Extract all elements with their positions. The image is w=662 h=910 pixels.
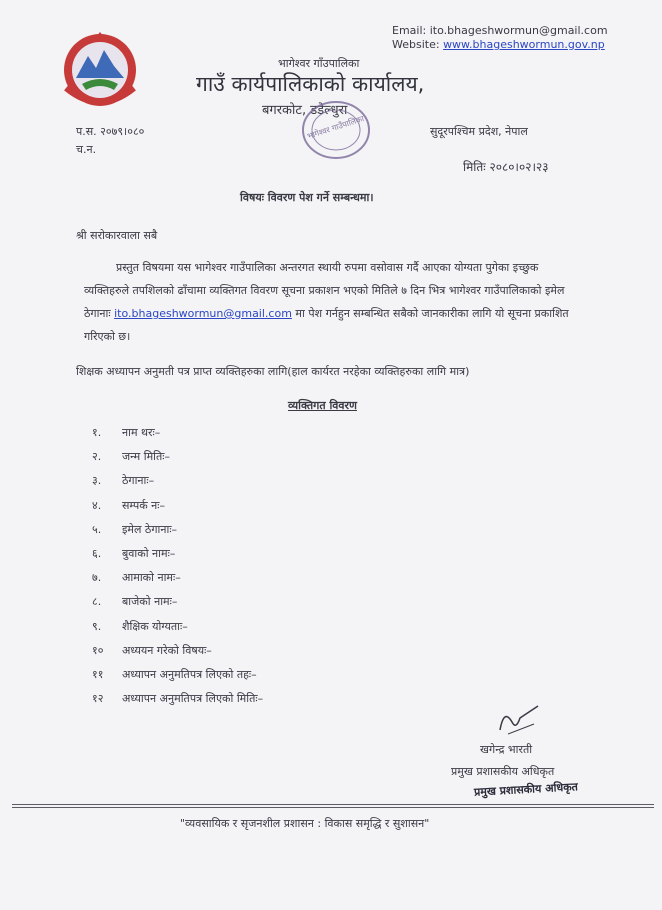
eligibility-note: शिक्षक अध्यापन अनुमती पत्र प्राप्त व्यक्तिहरुका लागि(हाल कार्यरत नरहेका व्यक्तिहरुका लागि मात्र): [76, 365, 470, 378]
field-number: ८.: [92, 595, 102, 609]
field-item: [92, 498, 263, 522]
field-item: [92, 522, 263, 546]
field-label: ठेगानाः–: [122, 474, 155, 488]
field-label: बुवाको नामः–: [122, 546, 176, 560]
field-item: [92, 449, 263, 473]
footer-divider-top: [12, 804, 654, 805]
stamp-text: भागेश्वर गाउँपालिका: [306, 114, 366, 141]
office-title: गाउँ कार्यपालिकाको कार्यालय,: [196, 72, 425, 96]
field-label: आमाको नामः–: [122, 571, 181, 585]
ref-number: प.स. २०७९।०८०: [76, 125, 145, 138]
field-number: ११: [92, 667, 104, 681]
field-number: १.: [92, 426, 102, 439]
field-item: [92, 425, 263, 449]
footer-divider-bottom: [12, 807, 654, 808]
field-item: [92, 546, 263, 570]
designation-seal: प्रमुख प्रशासकीय अधिकृत: [473, 780, 579, 799]
signatory-name: खगेन्द्र भारती: [480, 743, 533, 756]
field-item: [92, 594, 263, 618]
personal-details-list: [92, 425, 263, 715]
field-number: ७.: [92, 571, 102, 585]
office-place: बगरकोट, डडेल्धुरा: [262, 103, 348, 118]
subject-line: विषयः विवरण पेश गर्ने सम्बन्धमा।: [240, 191, 374, 204]
email-label: Email:: [392, 24, 427, 37]
field-number: ४.: [92, 498, 102, 512]
field-label: अध्यापन अनुमतिपत्र लिएको मितिः–: [122, 692, 264, 706]
header-email: ito.bhageshwormun@gmail.com: [429, 24, 608, 37]
signature-mark: [494, 700, 544, 740]
field-number: १०: [92, 643, 104, 657]
website-label: Website:: [392, 38, 440, 51]
field-item: [92, 570, 263, 594]
body-paragraph: [84, 256, 574, 348]
body-text-part2: मा पेश गर्नहुन सम्बन्धित सबैको जानकारीका लागि यो सूचना प्रकाशित गरिएको छ।: [84, 307, 569, 343]
field-number: ९.: [92, 619, 102, 633]
body-email-link[interactable]: ito.bhageshwormun@gmail.com: [114, 307, 292, 320]
footer-motto: "व्यवसायिक र सृजनशील प्रशासन : विकास समृद्धि र सुशासन": [180, 817, 430, 830]
website-line: [392, 38, 605, 51]
field-item: [92, 619, 263, 643]
field-number: ५.: [92, 522, 102, 536]
field-label: अध्यापन अनुमतिपत्र लिएको तहः–: [122, 667, 257, 681]
field-item: [92, 691, 263, 715]
province-name: सुदूरपश्चिम प्रदेश, नेपाल: [430, 125, 528, 138]
field-label: इमेल ठेगानाः–: [122, 522, 178, 536]
website-link[interactable]: www.bhageshwormun.gov.np: [443, 38, 605, 51]
office-stamp: [300, 98, 372, 162]
field-label: अध्ययन गरेको विषयः–: [122, 643, 212, 657]
field-number: ३.: [92, 474, 102, 488]
field-number: २.: [92, 450, 102, 464]
field-label: नाम थरः–: [122, 426, 161, 439]
body-text-part1: प्रस्तुत विषयमा यस भागेश्वर गाउँपालिका अन्तरगत स्थायी रुपमा वसोवास गर्दै आएका योग्यता पुगेका इच्छुक व्यक्तिहरुले तपशिलको ढाँचामा व्यक्तिगत विवरण सूचना प्रकाशन भएको मितिले ७ दिन भित्र भागेश्वर गाउँपालिकाको इमेल ठेगानाः: [84, 261, 565, 320]
section-title: व्यक्तिगत विवरण: [288, 399, 357, 412]
municipality-name: भागेश्वर गाँउपालिका: [278, 57, 360, 70]
field-label: शैक्षिक योग्यताः–: [122, 619, 188, 633]
field-number: ६.: [92, 546, 102, 560]
field-label: बाजेको नामः–: [122, 595, 178, 609]
field-number: १२: [92, 692, 104, 706]
field-item: [92, 667, 263, 691]
email-line: [392, 24, 608, 37]
nepal-emblem-logo: [56, 26, 144, 110]
field-item: [92, 473, 263, 497]
signatory-designation: प्रमुख प्रशासकीय अधिकृत: [451, 765, 555, 778]
dispatch-number: च.न.: [76, 143, 97, 156]
field-label: सम्पर्क नः–: [122, 498, 165, 512]
field-item: [92, 643, 263, 667]
field-label: जन्म मितिः–: [122, 450, 171, 464]
salutation: श्री सरोकारवाला सबै: [76, 229, 158, 242]
letter-date: मितिः २०८०।०२।२३: [463, 160, 549, 174]
